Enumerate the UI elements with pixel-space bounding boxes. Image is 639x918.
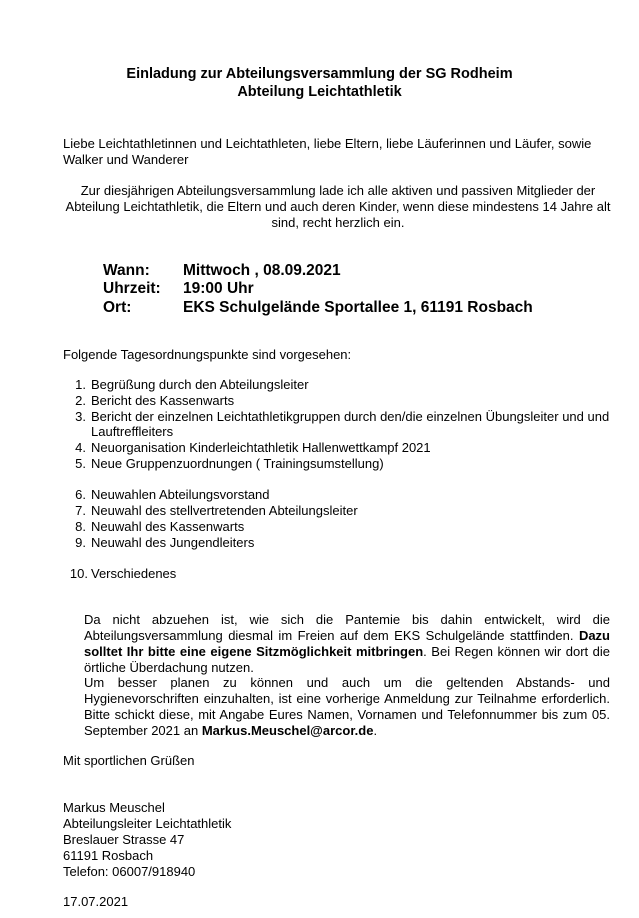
agenda-item: Bericht des Kassenwarts xyxy=(91,393,235,408)
signature-phone: Telefon: 06007/918940 xyxy=(63,864,196,879)
notice-paragraph-1 xyxy=(84,612,610,676)
notice-text: Da nicht abzuehen ist, wie sich die Pantemie bis dahin entwickelt, wird die Abteilungsversammlung diesmal im Freien auf dem EKS Schulgelände stattfinden. xyxy=(84,612,610,643)
greeting-paragraph: Liebe Leichtathletinnen und Leichtathleten, liebe Eltern, liebe Läuferinnen und Läufer, sowie Walker und Wanderer xyxy=(63,136,592,167)
signature-street: Breslauer Strasse 47 xyxy=(63,832,185,847)
agenda-item: Bericht der einzelnen Leichtathletikgruppen durch den/die einzelnen Übungsleiter und und Lauftreffleiters xyxy=(91,409,610,439)
agenda-number: 10. xyxy=(69,566,88,581)
agenda-item: Neue Gruppenzuordnungen ( Trainingsumstellung) xyxy=(91,456,384,471)
notice-bold-text: Dazu solltet Ihr bitte eine eigene Sitzmöglichkeit mitbringen xyxy=(84,628,610,659)
document-date: 17.07.2021 xyxy=(63,894,129,909)
agenda-number: 9. xyxy=(75,535,86,550)
agenda-number: 7. xyxy=(75,503,86,518)
document-subtitle: Abteilung Leichtathletik xyxy=(237,84,402,100)
info-value-place: EKS Schulgelände Sportallee 1, 61191 Rosbach xyxy=(183,299,533,316)
invitation-paragraph: Zur diesjährigen Abteilungsversammlung lade ich alle aktiven und passiven Mitglieder der Abteilung Leichtathletik, die Eltern und auch deren Kinder, wenn diese mindestens 14 Jahre alt sind, recht herzlich ein. xyxy=(65,183,611,230)
agenda-number: 2. xyxy=(75,393,86,408)
agenda-item: Begrüßung durch den Abteilungsleiter xyxy=(91,377,309,392)
notice-text: . xyxy=(373,723,378,738)
agenda-intro: Folgende Tagesordnungspunkte sind vorgesehen: xyxy=(63,347,352,362)
info-label-time: Uhrzeit: xyxy=(103,280,161,297)
agenda-number: 6. xyxy=(75,487,86,502)
info-value-time: 19:00 Uhr xyxy=(183,280,254,297)
notice-text: . Bei Regen können wir dort die örtliche Überdachung nutzen. xyxy=(84,644,611,675)
notice-text: Um besser planen zu können und auch um die geltenden Abstands- und Hygienevorschriften einzuhalten, ist eine vorherige Anmeldung zur Teilnahme erforderlich. Bitte schickt diese, mit Angabe Eures Namen, Vornamen und Telefonnummer bis zum 05. September 2021 an xyxy=(84,675,610,738)
signature-role: Abteilungsleiter Leichtathletik xyxy=(63,816,232,831)
info-label-place: Ort: xyxy=(103,299,132,316)
signature-city: 61191 Rosbach xyxy=(63,848,154,863)
agenda-item: Verschiedenes xyxy=(91,566,177,581)
signature-name: Markus Meuschel xyxy=(63,800,165,815)
document-title: Einladung zur Abteilungsversammlung der SG Rodheim xyxy=(126,66,513,82)
agenda-item: Neuwahlen Abteilungsvorstand xyxy=(91,487,270,502)
agenda-item: Neuwahl des Kassenwarts xyxy=(91,519,245,534)
agenda-item: Neuwahl des Jungendleiters xyxy=(91,535,255,550)
info-value-when: Mittwoch , 08.09.2021 xyxy=(183,262,341,279)
agenda-number: 4. xyxy=(75,440,86,455)
agenda-item: Neuorganisation Kinderleichtathletik Hallenwettkampf 2021 xyxy=(91,440,431,455)
info-label-when: Wann: xyxy=(103,262,150,279)
agenda-number: 1. xyxy=(75,377,86,392)
closing-line: Mit sportlichen Grüßen xyxy=(63,753,195,768)
contact-email: Markus.Meuschel@arcor.de xyxy=(201,723,374,738)
notice-paragraph-2 xyxy=(84,675,610,739)
agenda-number: 8. xyxy=(75,519,86,534)
agenda-item: Neuwahl des stellvertretenden Abteilungsleiter xyxy=(91,503,358,518)
agenda-number: 3. xyxy=(75,409,86,424)
agenda-number: 5. xyxy=(75,456,86,471)
